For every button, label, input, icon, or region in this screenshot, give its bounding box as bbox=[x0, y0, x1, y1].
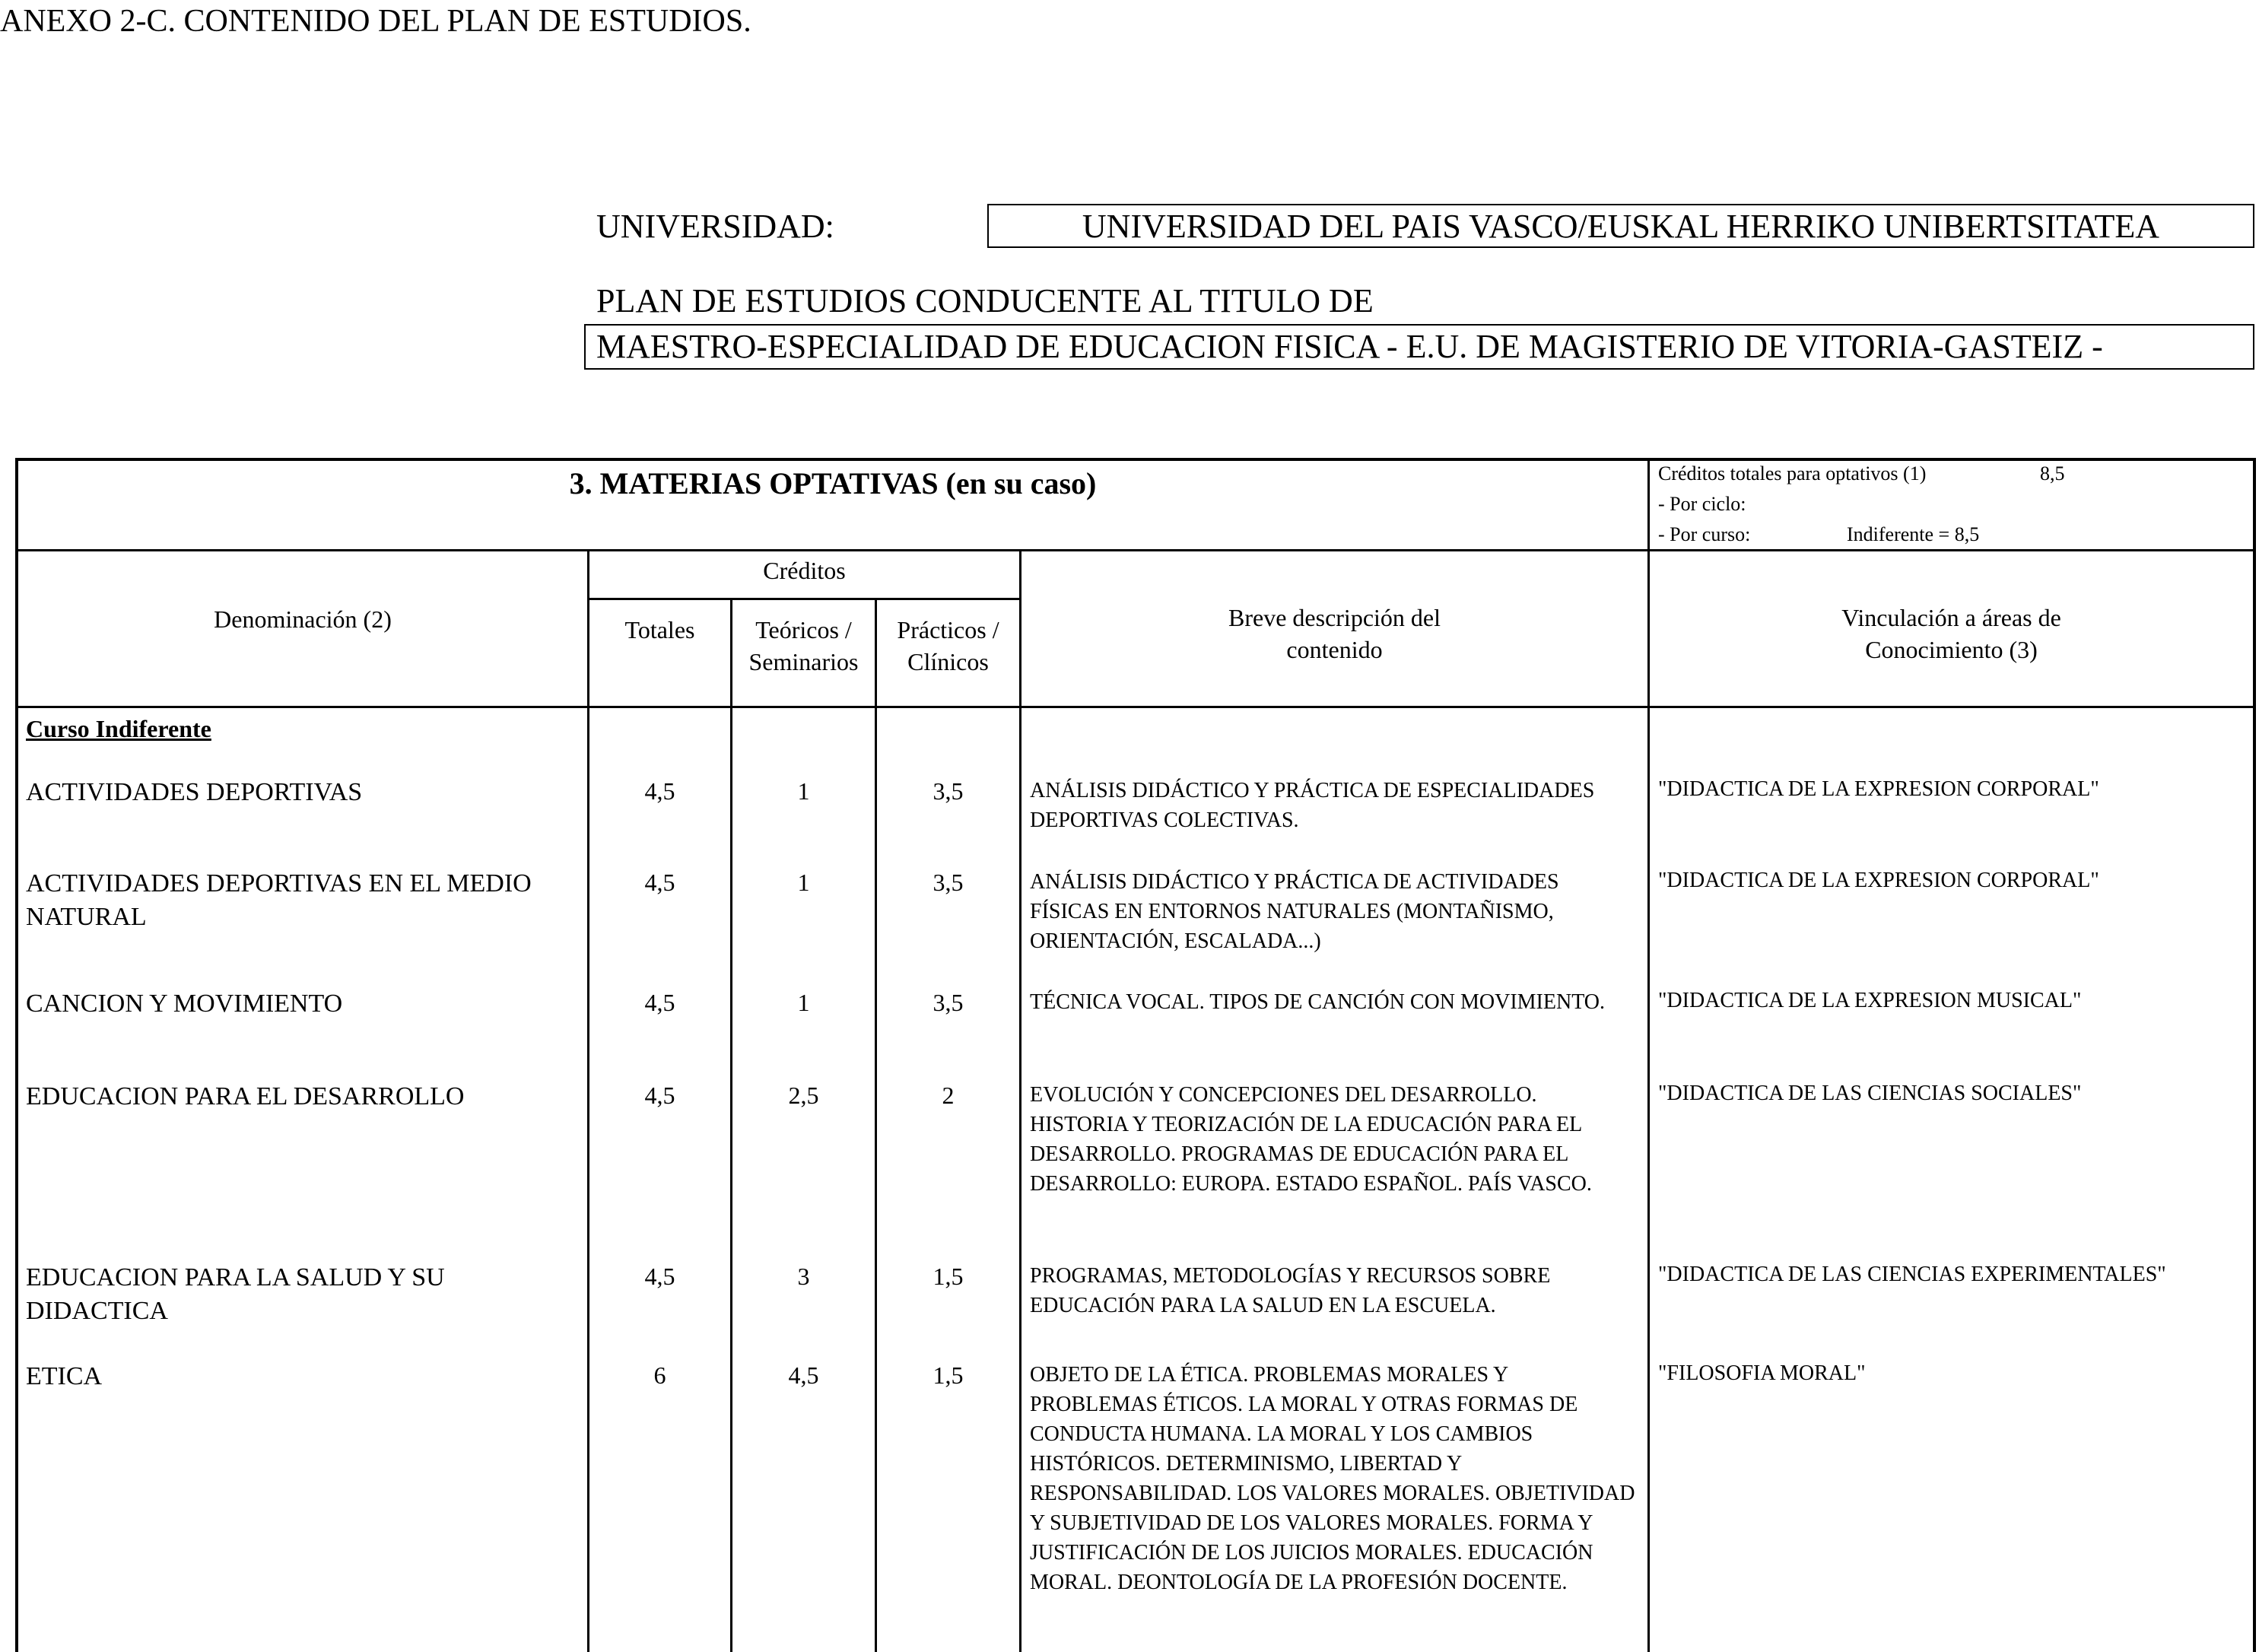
credits-practicos: 1,5 bbox=[933, 1361, 964, 1389]
content-description: ANÁLISIS DIDÁCTICO Y PRÁCTICA DE ESPECIALIDADES DEPORTIVAS COLECTIVAS. bbox=[1030, 779, 1595, 832]
credits-per-course: - Por curso: bbox=[1658, 523, 1751, 545]
header-descripcion-line2: contenido bbox=[1286, 636, 1383, 663]
credits-totales: 4,5 bbox=[644, 777, 675, 805]
knowledge-area: "DIDACTICA DE LAS CIENCIAS EXPERIMENTALES" bbox=[1658, 1263, 2166, 1286]
credits-totales: 6 bbox=[653, 1361, 666, 1389]
credits-practicos: 1,5 bbox=[933, 1263, 964, 1290]
group-title: Curso Indiferente bbox=[26, 715, 211, 742]
subject-name: ETICA bbox=[26, 1362, 103, 1390]
header-descripcion-line1: Breve descripción del bbox=[1228, 604, 1441, 631]
credits-totales: 4,5 bbox=[644, 869, 675, 896]
header-vinculacion-line1: Vinculación a áreas de bbox=[1841, 604, 2061, 631]
credits-per-cycle: - Por ciclo: bbox=[1658, 493, 1746, 515]
header-totales: Totales bbox=[624, 616, 695, 643]
subject-name: ACTIVIDADES DEPORTIVAS bbox=[26, 778, 363, 806]
credits-totales: 4,5 bbox=[644, 1082, 675, 1109]
credits-total-label: Créditos totales para optativos (1) bbox=[1658, 462, 1927, 484]
header-teoricos-line1: Teóricos / bbox=[755, 616, 852, 643]
annex-title: ANEXO 2-C. CONTENIDO DEL PLAN DE ESTUDIOS. bbox=[0, 4, 751, 39]
credits-practicos: 3,5 bbox=[933, 989, 964, 1016]
header-creditos: Créditos bbox=[763, 557, 846, 584]
header-practicos-line2: Clínicos bbox=[907, 648, 989, 675]
credits-teoricos: 4,5 bbox=[788, 1361, 819, 1389]
credits-totales: 4,5 bbox=[644, 989, 675, 1016]
knowledge-area: "DIDACTICA DE LA EXPRESION CORPORAL" bbox=[1658, 869, 2099, 892]
knowledge-area: "FILOSOFIA MORAL" bbox=[1658, 1361, 1866, 1385]
credits-practicos: 2 bbox=[942, 1082, 955, 1109]
credits-teoricos: 1 bbox=[797, 989, 810, 1016]
header-denominacion: Denominación (2) bbox=[214, 605, 392, 633]
content-description: EVOLUCIÓN Y CONCEPCIONES DEL DESARROLLO. HISTORIA Y TEORIZACIÓN DE LA EDUCACIÓN PARA EL DESARROLLO. PROGRAMAS DE EDUCACIÓN PARA EL DESARROLLO: EUROPA. ESTADO ESPAÑOL. PAÍS VASCO. bbox=[1030, 1083, 1592, 1196]
credits-practicos: 3,5 bbox=[933, 777, 964, 805]
university-name-box: UNIVERSIDAD DEL PAIS VASCO/EUSKAL HERRIKO UNIBERTSITATEA bbox=[987, 204, 2254, 248]
subject-name: CANCION Y MOVIMIENTO bbox=[26, 990, 343, 1018]
content-description: PROGRAMAS, METODOLOGÍAS Y RECURSOS SOBRE EDUCACIÓN PARA LA SALUD EN LA ESCUELA. bbox=[1030, 1264, 1551, 1317]
header-teoricos-line2: Seminarios bbox=[748, 648, 859, 675]
header-practicos-line1: Prácticos / bbox=[897, 616, 999, 643]
subject-name: EDUCACION PARA LA SALUD Y SU DIDACTICA bbox=[26, 1263, 445, 1325]
credits-teoricos: 1 bbox=[797, 777, 810, 805]
credits-totales: 4,5 bbox=[644, 1263, 675, 1290]
content-description: TÉCNICA VOCAL. TIPOS DE CANCIÓN CON MOVIMIENTO. bbox=[1030, 990, 1606, 1014]
credits-practicos: 3,5 bbox=[933, 869, 964, 896]
content-description: ANÁLISIS DIDÁCTICO Y PRÁCTICA DE ACTIVIDADES FÍSICAS EN ENTORNOS NATURALES (MONTAÑISMO, ORIENTACIÓN, ESCALADA...) bbox=[1030, 870, 1559, 953]
content-description: OBJETO DE LA ÉTICA. PROBLEMAS MORALES Y PROBLEMAS ÉTICOS. LA MORAL Y OTRAS FORMAS DE CONDUCTA HUMANA. LA MORAL Y LOS CAMBIOS HISTÓRICOS. DETERMINISMO, LIBERTAD Y RESPONSABILIDAD. LOS VALORES MORALES. OBJETIVIDAD Y SUBJETIVIDAD DE LOS VALORES MORALES. FORMA Y JUSTIFICACIÓN DE LOS JUICIOS MORALES. EDUCACIÓN MORAL. DEONTOLOGÍA DE LA PROFESIÓN DOCENTE. bbox=[1030, 1363, 1635, 1594]
university-label: UNIVERSIDAD: bbox=[596, 208, 834, 245]
plan-label: PLAN DE ESTUDIOS CONDUCENTE AL TITULO DE bbox=[596, 282, 1374, 319]
degree-box: MAESTRO-ESPECIALIDAD DE EDUCACION FISICA - E.U. DE MAGISTERIO DE VITORIA-GASTEIZ - bbox=[584, 324, 2254, 370]
credits-total-value: 8,5 bbox=[2040, 462, 2065, 484]
header-vinculacion-line2: Conocimiento (3) bbox=[1865, 636, 2038, 663]
credits-teoricos: 3 bbox=[797, 1263, 810, 1290]
credits-teoricos: 1 bbox=[797, 869, 810, 896]
subject-name: ACTIVIDADES DEPORTIVAS EN EL MEDIO NATURAL bbox=[26, 869, 532, 931]
knowledge-area: "DIDACTICA DE LA EXPRESION CORPORAL" bbox=[1658, 777, 2099, 801]
section-title: 3. MATERIAS OPTATIVAS (en su caso) bbox=[569, 466, 1097, 500]
knowledge-area: "DIDACTICA DE LA EXPRESION MUSICAL" bbox=[1658, 989, 2082, 1012]
knowledge-area: "DIDACTICA DE LAS CIENCIAS SOCIALES" bbox=[1658, 1082, 2082, 1105]
credits-per-course-value: Indiferente = 8,5 bbox=[1847, 523, 1980, 545]
credits-teoricos: 2,5 bbox=[788, 1082, 819, 1109]
subject-name: EDUCACION PARA EL DESARROLLO bbox=[26, 1082, 465, 1110]
